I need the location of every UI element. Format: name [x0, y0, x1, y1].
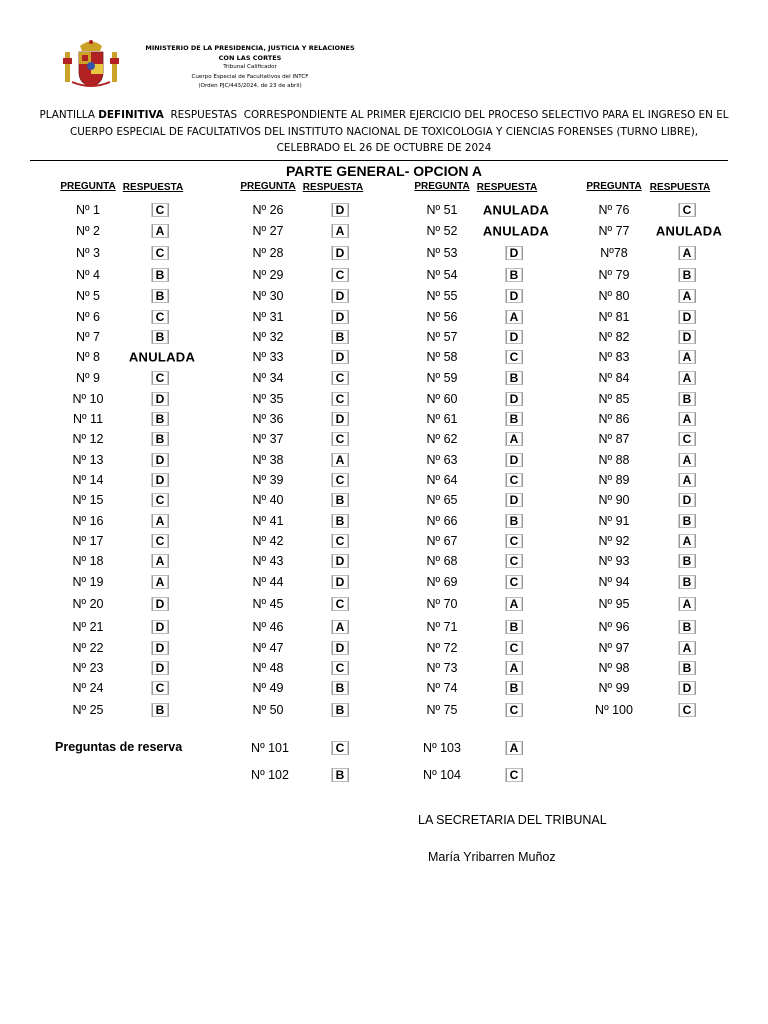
- question-number: Nº 9: [75, 371, 101, 385]
- question-number: Nº 18: [72, 554, 104, 568]
- ministry-header: [140, 44, 360, 92]
- question-number: Nº 13: [72, 453, 104, 467]
- question-number: Nº 30: [252, 289, 284, 303]
- answer-letter: A: [152, 514, 169, 528]
- question-number: Nº 29: [252, 268, 284, 282]
- answer-letter: A: [332, 453, 349, 467]
- answer-letter: C: [506, 641, 523, 655]
- reserve-answer-letter: B: [332, 768, 349, 782]
- answer-letter: D: [506, 289, 523, 303]
- title-definitive: DEFINITIVA: [98, 109, 164, 121]
- answer-letter: D: [506, 392, 523, 406]
- question-number: Nº 59: [426, 371, 458, 385]
- question-number: Nº 95: [598, 597, 630, 611]
- answer-letter: A: [152, 575, 169, 589]
- order-reference: (Orden PJC/443/2024, de 23 de abril): [198, 83, 302, 89]
- answer-letter: C: [332, 268, 349, 282]
- question-number: Nº 64: [426, 473, 458, 487]
- question-number: Nº 68: [426, 554, 458, 568]
- column-header-answer: RESPUESTA: [302, 182, 364, 193]
- answer-letter: B: [332, 514, 349, 528]
- answer-letter: B: [506, 681, 523, 695]
- question-number: Nº 90: [598, 493, 630, 507]
- question-number: Nº 61: [426, 412, 458, 426]
- question-number: Nº 31: [252, 310, 284, 324]
- question-number: Nº 38: [252, 453, 284, 467]
- question-number: Nº 60: [426, 392, 458, 406]
- ministry-name-2: CON LAS CORTES: [218, 53, 282, 62]
- question-number: Nº 23: [72, 661, 104, 675]
- answer-letter: C: [152, 310, 169, 324]
- answer-letter: B: [152, 432, 169, 446]
- answer-letter: C: [152, 203, 169, 217]
- answer-letter: C: [332, 534, 349, 548]
- answer-letter: C: [506, 554, 523, 568]
- ministry-name: MINISTERIO DE LA PRESIDENCIA, JUSTICIA Y RELACIONES: [145, 44, 355, 52]
- question-number: Nº 73: [426, 661, 458, 675]
- column-header-question: PREGUNTA: [586, 181, 642, 192]
- reserve-answer-letter: A: [506, 741, 523, 755]
- answer-letter: C: [332, 597, 349, 611]
- answer-letter: B: [679, 620, 696, 634]
- answer-letter: C: [679, 203, 696, 217]
- question-number: Nº 57: [426, 330, 458, 344]
- question-number: Nº 53: [426, 246, 458, 260]
- question-number: Nº 84: [598, 371, 630, 385]
- question-number: Nº 4: [75, 268, 101, 282]
- question-number: Nº 52: [426, 224, 458, 238]
- answer-letter: B: [679, 554, 696, 568]
- question-number: Nº 10: [72, 392, 104, 406]
- title-line1-rest: RESPUESTAS CORRESPONDIENTE AL PRIMER EJERCICIO DEL PROCESO SELECTIVO PARA EL INGRESO EN EL: [163, 109, 729, 121]
- answer-letter: B: [679, 268, 696, 282]
- question-number: Nº 91: [598, 514, 630, 528]
- answer-letter: B: [332, 330, 349, 344]
- answer-letter: D: [506, 453, 523, 467]
- question-number: Nº 16: [72, 514, 104, 528]
- answer-letter: B: [679, 392, 696, 406]
- answer-letter: D: [332, 203, 349, 217]
- coat-of-arms-icon: [62, 38, 120, 90]
- answer-letter: C: [152, 681, 169, 695]
- answer-letter: B: [152, 703, 169, 717]
- question-number: Nº 21: [72, 620, 104, 634]
- answer-letter: B: [506, 412, 523, 426]
- answer-letter: C: [332, 432, 349, 446]
- answer-letter: D: [506, 493, 523, 507]
- answer-letter: A: [679, 641, 696, 655]
- reserve-question-number: Nº 101: [251, 741, 289, 755]
- answer-letter: D: [152, 473, 169, 487]
- answer-letter: A: [679, 350, 696, 364]
- signature-role: LA SECRETARIA DEL TRIBUNAL: [418, 813, 607, 827]
- question-number: Nº 100: [595, 703, 633, 717]
- answer-letter: C: [506, 534, 523, 548]
- question-number: Nº 12: [72, 432, 104, 446]
- question-number: Nº 41: [252, 514, 284, 528]
- question-number: Nº 94: [598, 575, 630, 589]
- answer-letter: D: [332, 350, 349, 364]
- question-number: Nº 40: [252, 493, 284, 507]
- answer-letter: A: [506, 310, 523, 324]
- reserve-question-number: Nº 104: [423, 768, 461, 782]
- answer-letter: C: [152, 493, 169, 507]
- answer-letter: C: [332, 661, 349, 675]
- question-number: Nº 62: [426, 432, 458, 446]
- question-number: Nº 36: [252, 412, 284, 426]
- answer-letter: C: [152, 534, 169, 548]
- question-number: Nº 80: [598, 289, 630, 303]
- answer-letter: B: [152, 412, 169, 426]
- column-header-answer: RESPUESTA: [649, 182, 711, 193]
- question-number: Nº 27: [252, 224, 284, 238]
- question-number: Nº 39: [252, 473, 284, 487]
- answer-letter: D: [679, 330, 696, 344]
- question-number: Nº 11: [72, 412, 104, 426]
- answer-letter: D: [332, 412, 349, 426]
- question-number: Nº 15: [72, 493, 104, 507]
- answer-letter: C: [506, 350, 523, 364]
- answer-letter: D: [332, 289, 349, 303]
- reserve-answer-letter: C: [332, 741, 349, 755]
- answer-letter: A: [679, 371, 696, 385]
- answer-letter: D: [332, 641, 349, 655]
- question-number: Nº 58: [426, 350, 458, 364]
- question-number: Nº 88: [598, 453, 630, 467]
- question-number: Nº 45: [252, 597, 284, 611]
- answer-letter: D: [152, 453, 169, 467]
- answer-letter: C: [506, 575, 523, 589]
- question-number: Nº 56: [426, 310, 458, 324]
- answer-letter: B: [506, 620, 523, 634]
- answer-letter: B: [152, 330, 169, 344]
- question-number: Nº 1: [75, 203, 101, 217]
- reserve-question-number: Nº 103: [423, 741, 461, 755]
- question-number: Nº 54: [426, 268, 458, 282]
- question-number: Nº 43: [252, 554, 284, 568]
- answer-letter: A: [679, 246, 696, 260]
- question-number: Nº 77: [598, 224, 630, 238]
- question-number: Nº 46: [252, 620, 284, 634]
- answer-letter: D: [332, 310, 349, 324]
- answer-letter: C: [506, 703, 523, 717]
- answer-letter: A: [506, 661, 523, 675]
- reserve-label: Preguntas de reserva: [55, 740, 183, 754]
- question-number: Nº 50: [252, 703, 284, 717]
- answer-letter: B: [152, 289, 169, 303]
- question-number: Nº 26: [252, 203, 284, 217]
- question-number: Nº 89: [598, 473, 630, 487]
- question-number: Nº 32: [252, 330, 284, 344]
- column-header-answer: RESPUESTA: [122, 182, 184, 193]
- question-number: Nº 5: [75, 289, 101, 303]
- question-number: Nº78: [600, 246, 628, 260]
- question-number: Nº 37: [252, 432, 284, 446]
- title-line2: CUERPO ESPECIAL DE FACULTATIVOS DEL INSTITUTO NACIONAL DE TOXICOLOGIA Y CIENCIAS FORENSES (TURNO LIBRE),: [69, 125, 699, 138]
- answer-letter: D: [152, 392, 169, 406]
- answer-letter: B: [332, 681, 349, 695]
- answer-letter: A: [679, 473, 696, 487]
- question-number: Nº 86: [598, 412, 630, 426]
- column-header-question: PREGUNTA: [60, 181, 116, 192]
- question-number: Nº 70: [426, 597, 458, 611]
- question-number: Nº 22: [72, 641, 104, 655]
- question-number: Nº 14: [72, 473, 104, 487]
- question-number: Nº 63: [426, 453, 458, 467]
- question-number: Nº 17: [72, 534, 104, 548]
- reserve-question-number: Nº 102: [251, 768, 289, 782]
- answer-letter: A: [679, 412, 696, 426]
- question-number: Nº 51: [426, 203, 458, 217]
- question-number: Nº 87: [598, 432, 630, 446]
- answer-voided: ANULADA: [655, 223, 723, 239]
- question-number: Nº 74: [426, 681, 458, 695]
- answer-letter: C: [332, 473, 349, 487]
- answer-letter: C: [152, 371, 169, 385]
- answer-letter: B: [506, 371, 523, 385]
- question-number: Nº 98: [598, 661, 630, 675]
- question-number: Nº 35: [252, 392, 284, 406]
- answer-letter: A: [679, 453, 696, 467]
- question-number: Nº 99: [598, 681, 630, 695]
- answer-letter: B: [679, 661, 696, 675]
- answer-letter: B: [152, 268, 169, 282]
- question-number: Nº 7: [75, 330, 101, 344]
- answer-letter: A: [332, 620, 349, 634]
- question-number: Nº 33: [252, 350, 284, 364]
- question-number: Nº 92: [598, 534, 630, 548]
- answer-letter: D: [332, 575, 349, 589]
- divider: [30, 160, 728, 161]
- answer-voided: ANULADA: [128, 349, 196, 365]
- section-title: PARTE GENERAL- OPCION A: [285, 163, 482, 179]
- question-number: Nº 97: [598, 641, 630, 655]
- signature-name: María Yribarren Muñoz: [428, 850, 556, 864]
- answer-letter: D: [679, 493, 696, 507]
- answer-letter: D: [332, 246, 349, 260]
- answer-voided: ANULADA: [482, 223, 550, 239]
- question-number: Nº 75: [426, 703, 458, 717]
- title-prefix: PLANTILLA: [39, 109, 99, 121]
- answer-letter: C: [332, 392, 349, 406]
- question-number: Nº 3: [75, 246, 101, 260]
- question-number: Nº 93: [598, 554, 630, 568]
- answer-letter: C: [679, 432, 696, 446]
- question-number: Nº 34: [252, 371, 284, 385]
- question-number: Nº 69: [426, 575, 458, 589]
- answer-letter: D: [506, 330, 523, 344]
- answer-letter: C: [152, 246, 169, 260]
- column-header-answer: RESPUESTA: [476, 182, 538, 193]
- question-number: Nº 28: [252, 246, 284, 260]
- question-number: Nº 47: [252, 641, 284, 655]
- answer-letter: B: [332, 703, 349, 717]
- answer-letter: D: [506, 246, 523, 260]
- answer-letter: A: [506, 432, 523, 446]
- question-number: Nº 24: [72, 681, 104, 695]
- question-number: Nº 82: [598, 330, 630, 344]
- question-number: Nº 67: [426, 534, 458, 548]
- question-number: Nº 48: [252, 661, 284, 675]
- answer-letter: A: [152, 554, 169, 568]
- question-number: Nº 85: [598, 392, 630, 406]
- answer-letter: B: [506, 514, 523, 528]
- answer-letter: D: [679, 681, 696, 695]
- answer-voided: ANULADA: [482, 202, 550, 218]
- answer-letter: B: [679, 575, 696, 589]
- answer-letter: A: [679, 534, 696, 548]
- answer-letter: D: [679, 310, 696, 324]
- question-number: Nº 96: [598, 620, 630, 634]
- tribunal-name: Tribunal Calificador: [223, 64, 277, 70]
- answer-letter: A: [332, 224, 349, 238]
- answer-letter: A: [679, 289, 696, 303]
- question-number: Nº 2: [75, 224, 101, 238]
- answer-letter: C: [506, 473, 523, 487]
- question-number: Nº 66: [426, 514, 458, 528]
- question-number: Nº 76: [598, 203, 630, 217]
- answer-letter: B: [506, 268, 523, 282]
- answer-letter: D: [152, 661, 169, 675]
- answer-letter: C: [332, 371, 349, 385]
- reserve-answer-letter: C: [506, 768, 523, 782]
- answer-letter: A: [679, 597, 696, 611]
- answer-letter: D: [152, 597, 169, 611]
- question-number: Nº 83: [598, 350, 630, 364]
- question-number: Nº 79: [598, 268, 630, 282]
- question-number: Nº 19: [72, 575, 104, 589]
- answer-letter: D: [152, 641, 169, 655]
- question-number: Nº 81: [598, 310, 630, 324]
- question-number: Nº 44: [252, 575, 284, 589]
- answer-letter: A: [152, 224, 169, 238]
- answer-letter: B: [332, 493, 349, 507]
- answer-letter: D: [152, 620, 169, 634]
- question-number: Nº 72: [426, 641, 458, 655]
- corps-name: Cuerpo Especial de Facultativos del INTCF: [191, 73, 309, 80]
- answer-letter: D: [332, 554, 349, 568]
- column-header-question: PREGUNTA: [414, 181, 470, 192]
- question-number: Nº 25: [72, 703, 104, 717]
- question-number: Nº 8: [75, 350, 101, 364]
- answer-letter: B: [679, 514, 696, 528]
- column-header-question: PREGUNTA: [240, 181, 296, 192]
- question-number: Nº 20: [72, 597, 104, 611]
- question-number: Nº 55: [426, 289, 458, 303]
- question-number: Nº 71: [426, 620, 458, 634]
- question-number: Nº 65: [426, 493, 458, 507]
- answer-letter: A: [506, 597, 523, 611]
- answer-letter: C: [679, 703, 696, 717]
- question-number: Nº 6: [75, 310, 101, 324]
- title-line3: CELEBRADO EL 26 DE OCTUBRE DE 2024: [276, 142, 492, 154]
- question-number: Nº 42: [252, 534, 284, 548]
- document-title: [30, 107, 738, 157]
- question-number: Nº 49: [252, 681, 284, 695]
